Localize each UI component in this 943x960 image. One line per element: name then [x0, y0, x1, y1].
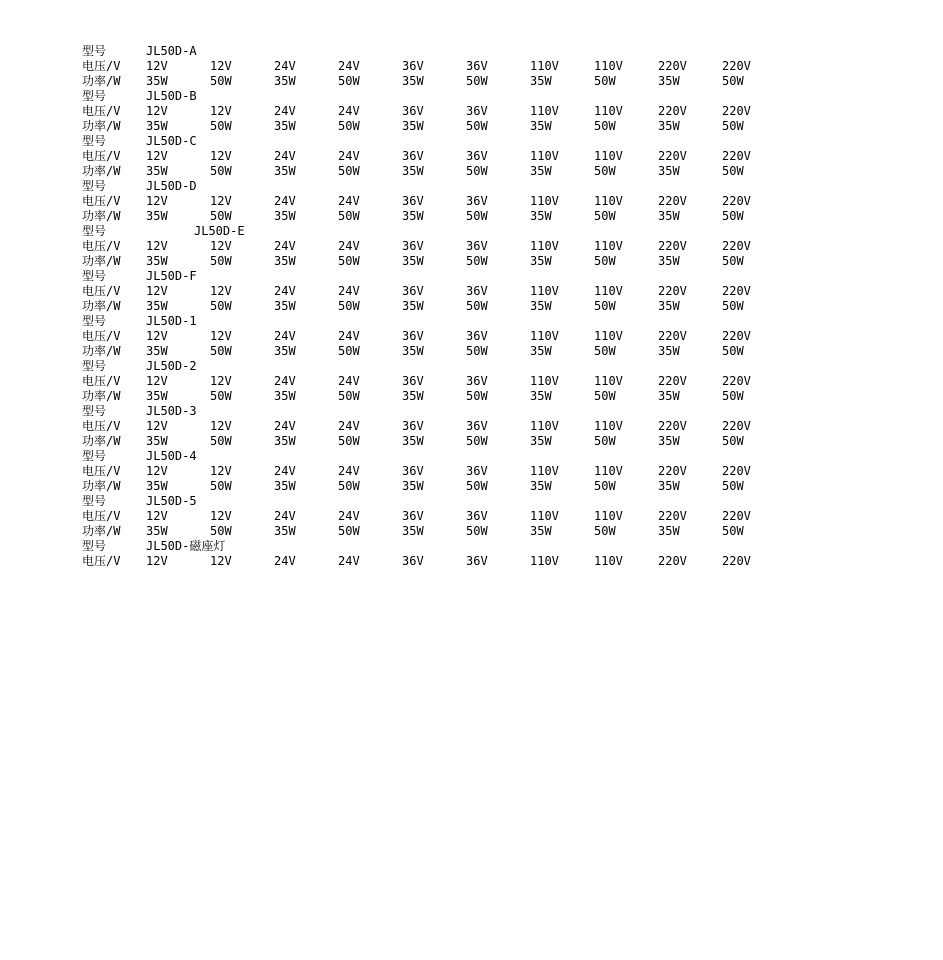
voltage-value: 12V — [146, 194, 168, 208]
voltage-value: 220V — [658, 239, 687, 253]
voltage-value: 220V — [722, 554, 751, 568]
voltage-value: 110V — [594, 464, 623, 478]
power-value: 50W — [210, 479, 232, 493]
voltage-value: 24V — [338, 104, 360, 118]
power-value: 50W — [594, 74, 616, 88]
power-value: 50W — [210, 434, 232, 448]
power-value: 50W — [594, 344, 616, 358]
power-value: 35W — [146, 119, 168, 133]
power-label: 功率/W — [82, 254, 121, 268]
voltage-label: 电压/V — [82, 329, 121, 343]
voltage-value: 36V — [402, 509, 424, 523]
power-value: 50W — [722, 119, 744, 133]
power-value: 50W — [466, 389, 488, 403]
model-name: JL50D-5 — [146, 494, 197, 508]
voltage-value: 220V — [722, 509, 751, 523]
voltage-value: 24V — [274, 59, 296, 73]
voltage-value: 110V — [530, 374, 559, 388]
power-value: 35W — [146, 524, 168, 538]
voltage-value: 12V — [210, 464, 232, 478]
power-value: 50W — [338, 74, 360, 88]
voltage-value: 110V — [594, 329, 623, 343]
power-value: 50W — [210, 74, 232, 88]
model-label: 型号 — [82, 134, 107, 148]
power-value: 50W — [466, 524, 488, 538]
power-value: 35W — [274, 74, 296, 88]
power-value: 50W — [466, 209, 488, 223]
model-label: 型号 — [82, 539, 107, 553]
power-value: 50W — [210, 524, 232, 538]
voltage-value: 24V — [338, 59, 360, 73]
power-value: 50W — [466, 254, 488, 268]
power-value: 35W — [146, 434, 168, 448]
voltage-value: 24V — [274, 194, 296, 208]
voltage-value: 36V — [402, 284, 424, 298]
voltage-label: 电压/V — [82, 509, 121, 523]
power-value: 35W — [274, 434, 296, 448]
voltage-value: 12V — [146, 284, 168, 298]
model-name: JL50D-2 — [146, 359, 197, 373]
voltage-value: 110V — [594, 59, 623, 73]
model-label: 型号 — [82, 494, 107, 508]
power-value: 35W — [146, 74, 168, 88]
power-value: 35W — [530, 209, 552, 223]
power-label: 功率/W — [82, 344, 121, 358]
power-value: 50W — [594, 254, 616, 268]
model-name: JL50D-4 — [146, 449, 197, 463]
model-label: 型号 — [82, 44, 107, 58]
power-value: 35W — [530, 479, 552, 493]
voltage-value: 24V — [274, 329, 296, 343]
voltage-value: 12V — [146, 239, 168, 253]
voltage-value: 220V — [722, 59, 751, 73]
voltage-value: 24V — [274, 464, 296, 478]
power-value: 35W — [402, 344, 424, 358]
voltage-value: 220V — [658, 509, 687, 523]
voltage-value: 36V — [466, 419, 488, 433]
power-value: 35W — [530, 389, 552, 403]
voltage-value: 24V — [274, 374, 296, 388]
power-value: 50W — [594, 479, 616, 493]
voltage-value: 36V — [402, 374, 424, 388]
power-value: 50W — [466, 434, 488, 448]
voltage-value: 24V — [338, 284, 360, 298]
power-value: 50W — [466, 74, 488, 88]
power-value: 35W — [274, 254, 296, 268]
voltage-value: 220V — [658, 59, 687, 73]
voltage-value: 110V — [530, 149, 559, 163]
voltage-value: 24V — [274, 104, 296, 118]
power-value: 35W — [146, 344, 168, 358]
power-value: 35W — [274, 209, 296, 223]
voltage-value: 220V — [658, 554, 687, 568]
power-value: 35W — [402, 479, 424, 493]
power-value: 35W — [658, 119, 680, 133]
voltage-value: 110V — [530, 509, 559, 523]
model-name: JL50D-E — [194, 224, 245, 238]
voltage-value: 36V — [402, 194, 424, 208]
power-value: 50W — [594, 434, 616, 448]
voltage-value: 36V — [402, 419, 424, 433]
voltage-value: 12V — [146, 464, 168, 478]
voltage-value: 36V — [466, 149, 488, 163]
voltage-value: 12V — [146, 419, 168, 433]
power-value: 35W — [402, 254, 424, 268]
voltage-value: 220V — [658, 284, 687, 298]
voltage-value: 12V — [146, 149, 168, 163]
power-value: 50W — [338, 209, 360, 223]
power-value: 35W — [530, 164, 552, 178]
power-value: 50W — [210, 389, 232, 403]
power-value: 50W — [722, 389, 744, 403]
voltage-value: 110V — [530, 464, 559, 478]
model-name: JL50D-磁座灯 — [146, 539, 226, 553]
power-value: 35W — [658, 434, 680, 448]
power-value: 35W — [530, 434, 552, 448]
power-value: 50W — [722, 254, 744, 268]
power-value: 50W — [210, 254, 232, 268]
model-label: 型号 — [82, 179, 107, 193]
model-label: 型号 — [82, 404, 107, 418]
model-label: 型号 — [82, 449, 107, 463]
power-value: 35W — [402, 434, 424, 448]
voltage-value: 220V — [658, 194, 687, 208]
voltage-value: 12V — [210, 329, 232, 343]
power-value: 35W — [530, 74, 552, 88]
model-name: JL50D-B — [146, 89, 197, 103]
voltage-value: 12V — [210, 419, 232, 433]
power-value: 50W — [594, 209, 616, 223]
voltage-value: 12V — [210, 59, 232, 73]
power-value: 50W — [466, 299, 488, 313]
voltage-value: 110V — [594, 419, 623, 433]
voltage-value: 220V — [722, 239, 751, 253]
voltage-value: 36V — [402, 59, 424, 73]
power-value: 35W — [274, 389, 296, 403]
power-value: 50W — [722, 209, 744, 223]
voltage-value: 24V — [338, 329, 360, 343]
power-value: 50W — [338, 479, 360, 493]
power-value: 35W — [402, 74, 424, 88]
power-value: 50W — [466, 164, 488, 178]
voltage-value: 12V — [146, 329, 168, 343]
power-value: 35W — [658, 344, 680, 358]
voltage-value: 110V — [594, 239, 623, 253]
power-value: 35W — [658, 389, 680, 403]
voltage-value: 12V — [146, 374, 168, 388]
voltage-value: 110V — [594, 194, 623, 208]
voltage-value: 12V — [210, 284, 232, 298]
power-label: 功率/W — [82, 299, 121, 313]
voltage-value: 110V — [594, 509, 623, 523]
voltage-value: 12V — [146, 509, 168, 523]
power-value: 35W — [274, 164, 296, 178]
voltage-label: 电压/V — [82, 464, 121, 478]
voltage-value: 36V — [466, 464, 488, 478]
model-label: 型号 — [82, 224, 107, 238]
voltage-value: 220V — [658, 149, 687, 163]
voltage-value: 220V — [658, 464, 687, 478]
power-value: 50W — [338, 524, 360, 538]
power-label: 功率/W — [82, 434, 121, 448]
voltage-value: 110V — [594, 374, 623, 388]
voltage-value: 220V — [658, 374, 687, 388]
voltage-value: 12V — [210, 149, 232, 163]
power-value: 50W — [594, 299, 616, 313]
power-value: 50W — [722, 434, 744, 448]
voltage-label: 电压/V — [82, 149, 121, 163]
voltage-value: 12V — [210, 104, 232, 118]
voltage-value: 110V — [594, 104, 623, 118]
power-value: 35W — [274, 119, 296, 133]
voltage-value: 220V — [722, 194, 751, 208]
power-value: 35W — [274, 344, 296, 358]
power-value: 35W — [146, 164, 168, 178]
power-value: 50W — [466, 479, 488, 493]
power-value: 35W — [146, 479, 168, 493]
power-value: 50W — [722, 164, 744, 178]
power-value: 50W — [722, 479, 744, 493]
power-value: 35W — [530, 119, 552, 133]
power-value: 50W — [338, 389, 360, 403]
model-name: JL50D-A — [146, 44, 197, 58]
model-name: JL50D-3 — [146, 404, 197, 418]
power-value: 50W — [210, 299, 232, 313]
voltage-value: 24V — [338, 239, 360, 253]
voltage-value: 220V — [722, 374, 751, 388]
voltage-value: 12V — [210, 239, 232, 253]
voltage-label: 电压/V — [82, 374, 121, 388]
voltage-value: 36V — [402, 239, 424, 253]
power-value: 50W — [338, 254, 360, 268]
power-label: 功率/W — [82, 389, 121, 403]
voltage-value: 36V — [466, 194, 488, 208]
voltage-value: 110V — [530, 554, 559, 568]
voltage-value: 24V — [274, 149, 296, 163]
voltage-value: 24V — [338, 149, 360, 163]
voltage-label: 电压/V — [82, 554, 121, 568]
power-value: 35W — [530, 524, 552, 538]
power-label: 功率/W — [82, 209, 121, 223]
voltage-value: 36V — [466, 239, 488, 253]
voltage-value: 110V — [530, 194, 559, 208]
power-value: 50W — [466, 119, 488, 133]
power-label: 功率/W — [82, 164, 121, 178]
power-value: 35W — [530, 344, 552, 358]
voltage-label: 电压/V — [82, 194, 121, 208]
voltage-value: 12V — [146, 104, 168, 118]
voltage-value: 24V — [274, 284, 296, 298]
voltage-value: 36V — [466, 374, 488, 388]
model-label: 型号 — [82, 314, 107, 328]
voltage-value: 36V — [466, 329, 488, 343]
voltage-value: 36V — [402, 104, 424, 118]
model-name: JL50D-F — [146, 269, 197, 283]
voltage-value: 110V — [530, 329, 559, 343]
power-value: 50W — [594, 119, 616, 133]
voltage-value: 36V — [402, 329, 424, 343]
model-name: JL50D-C — [146, 134, 197, 148]
voltage-value: 110V — [530, 59, 559, 73]
power-value: 50W — [594, 524, 616, 538]
power-value: 50W — [722, 524, 744, 538]
power-value: 50W — [722, 74, 744, 88]
power-value: 50W — [722, 299, 744, 313]
voltage-value: 220V — [658, 104, 687, 118]
power-label: 功率/W — [82, 74, 121, 88]
power-value: 50W — [338, 119, 360, 133]
voltage-value: 36V — [466, 59, 488, 73]
power-value: 50W — [594, 389, 616, 403]
voltage-value: 12V — [210, 194, 232, 208]
power-value: 50W — [338, 434, 360, 448]
power-value: 35W — [658, 479, 680, 493]
voltage-value: 220V — [722, 464, 751, 478]
power-value: 35W — [146, 254, 168, 268]
power-value: 35W — [274, 479, 296, 493]
voltage-value: 36V — [402, 464, 424, 478]
power-value: 35W — [146, 389, 168, 403]
voltage-value: 110V — [530, 284, 559, 298]
model-label: 型号 — [82, 269, 107, 283]
voltage-value: 110V — [594, 149, 623, 163]
voltage-value: 24V — [274, 554, 296, 568]
voltage-value: 12V — [146, 59, 168, 73]
power-label: 功率/W — [82, 119, 121, 133]
voltage-value: 24V — [338, 464, 360, 478]
power-value: 35W — [274, 524, 296, 538]
voltage-value: 220V — [722, 149, 751, 163]
power-value: 35W — [530, 254, 552, 268]
voltage-value: 12V — [210, 554, 232, 568]
voltage-value: 36V — [466, 104, 488, 118]
voltage-value: 220V — [722, 284, 751, 298]
voltage-value: 12V — [210, 509, 232, 523]
power-value: 50W — [338, 299, 360, 313]
power-value: 35W — [402, 209, 424, 223]
voltage-value: 220V — [722, 419, 751, 433]
power-value: 50W — [210, 164, 232, 178]
voltage-value: 110V — [594, 284, 623, 298]
power-value: 35W — [274, 299, 296, 313]
voltage-label: 电压/V — [82, 419, 121, 433]
power-value: 35W — [658, 254, 680, 268]
voltage-value: 24V — [338, 509, 360, 523]
model-name: JL50D-1 — [146, 314, 197, 328]
voltage-value: 110V — [530, 239, 559, 253]
voltage-value: 36V — [466, 509, 488, 523]
power-value: 35W — [402, 164, 424, 178]
power-value: 50W — [338, 344, 360, 358]
voltage-value: 36V — [402, 554, 424, 568]
voltage-value: 24V — [338, 554, 360, 568]
voltage-label: 电压/V — [82, 239, 121, 253]
power-value: 35W — [658, 164, 680, 178]
power-value: 50W — [210, 209, 232, 223]
voltage-value: 12V — [146, 554, 168, 568]
voltage-label: 电压/V — [82, 104, 121, 118]
power-value: 35W — [146, 209, 168, 223]
voltage-value: 24V — [338, 419, 360, 433]
power-value: 35W — [402, 299, 424, 313]
voltage-value: 220V — [658, 329, 687, 343]
voltage-label: 电压/V — [82, 284, 121, 298]
voltage-value: 110V — [530, 419, 559, 433]
power-value: 35W — [402, 524, 424, 538]
voltage-value: 12V — [210, 374, 232, 388]
voltage-value: 220V — [658, 419, 687, 433]
power-value: 50W — [466, 344, 488, 358]
power-value: 50W — [210, 344, 232, 358]
power-value: 50W — [722, 344, 744, 358]
power-value: 50W — [594, 164, 616, 178]
model-label: 型号 — [82, 359, 107, 373]
voltage-value: 24V — [274, 239, 296, 253]
voltage-value: 110V — [530, 104, 559, 118]
voltage-value: 24V — [274, 509, 296, 523]
voltage-value: 220V — [722, 104, 751, 118]
voltage-label: 电压/V — [82, 59, 121, 73]
voltage-value: 36V — [466, 554, 488, 568]
voltage-value: 36V — [466, 284, 488, 298]
power-value: 35W — [402, 389, 424, 403]
power-label: 功率/W — [82, 524, 121, 538]
power-label: 功率/W — [82, 479, 121, 493]
voltage-value: 110V — [594, 554, 623, 568]
voltage-value: 24V — [338, 194, 360, 208]
power-value: 50W — [210, 119, 232, 133]
voltage-value: 24V — [274, 419, 296, 433]
power-value: 35W — [658, 299, 680, 313]
power-value: 35W — [658, 524, 680, 538]
power-value: 50W — [338, 164, 360, 178]
voltage-value: 36V — [402, 149, 424, 163]
model-name: JL50D-D — [146, 179, 197, 193]
power-value: 35W — [402, 119, 424, 133]
voltage-value: 220V — [722, 329, 751, 343]
power-value: 35W — [146, 299, 168, 313]
voltage-value: 24V — [338, 374, 360, 388]
power-value: 35W — [658, 74, 680, 88]
model-label: 型号 — [82, 89, 107, 103]
power-value: 35W — [530, 299, 552, 313]
power-value: 35W — [658, 209, 680, 223]
